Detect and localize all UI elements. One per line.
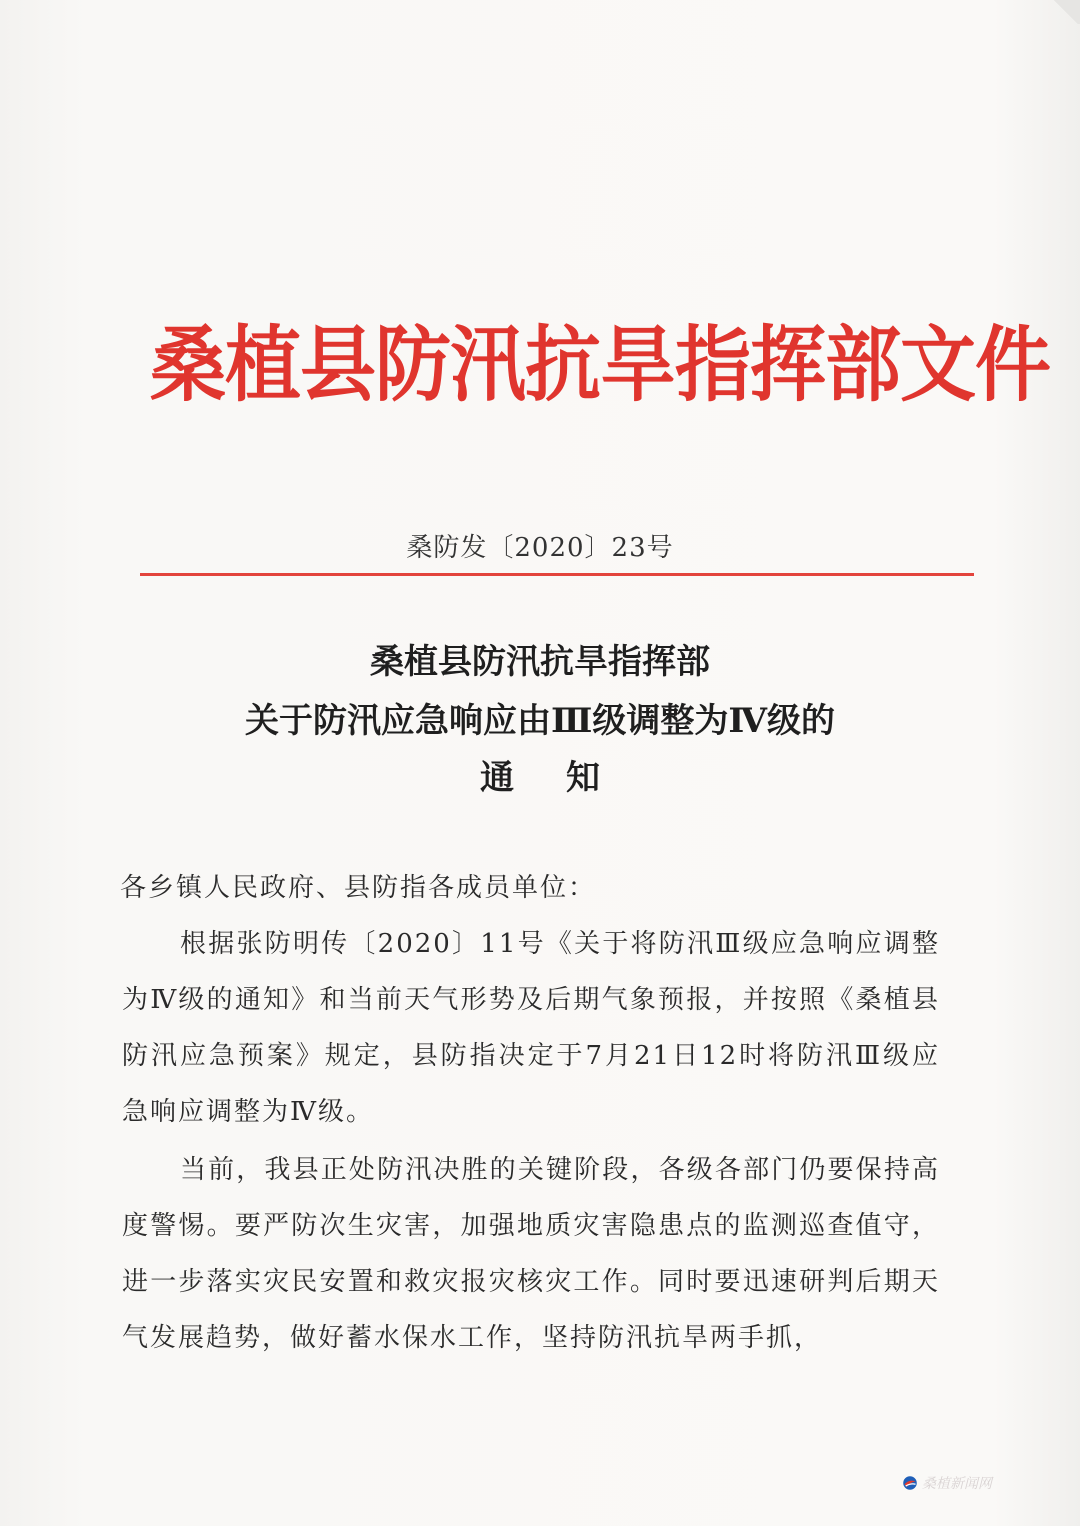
salutation: 各乡镇人民政府、县防指各成员单位： bbox=[120, 873, 597, 903]
watermark-text: 桑植新闻网 bbox=[922, 1476, 992, 1492]
document-number: 桑防发〔2020〕23号 bbox=[406, 533, 674, 563]
body-paragraph: 根据张防明传〔2020〕11号《关于将防汛Ⅲ级应急响应调整为Ⅳ级的通知》和当前天气形势及后期气象预报，并按照《桑植县防汛应急预案》规定，县防指决定于7月21日12时将防汛Ⅲ级应急响应调整为Ⅳ级。 bbox=[122, 929, 940, 1127]
red-divider-line bbox=[140, 573, 974, 576]
watermark bbox=[902, 1466, 992, 1500]
news-logo-icon bbox=[902, 1470, 918, 1496]
page-corner bbox=[1052, 0, 1080, 24]
document-masthead: 桑植县防汛抗旱指挥部文件 bbox=[150, 316, 1050, 413]
notice-title-line3: 通知 bbox=[480, 758, 652, 798]
notice-title-line1: 桑植县防汛抗旱指挥部 bbox=[370, 642, 710, 682]
notice-title-line2: 关于防汛应急响应由Ⅲ级调整为Ⅳ级的 bbox=[245, 701, 835, 741]
body-paragraph: 当前，我县正处防汛决胜的关键阶段，各级各部门仍要保持高度警惕。要严防次生灾害，加强地质灾害隐患点的监测巡查值守，进一步落实灾民安置和救灾报灾核灾工作。同时要迅速研判后期天气发展趋势，做好蓄水保水工作，坚持防汛抗旱两手抓， bbox=[122, 1155, 940, 1353]
